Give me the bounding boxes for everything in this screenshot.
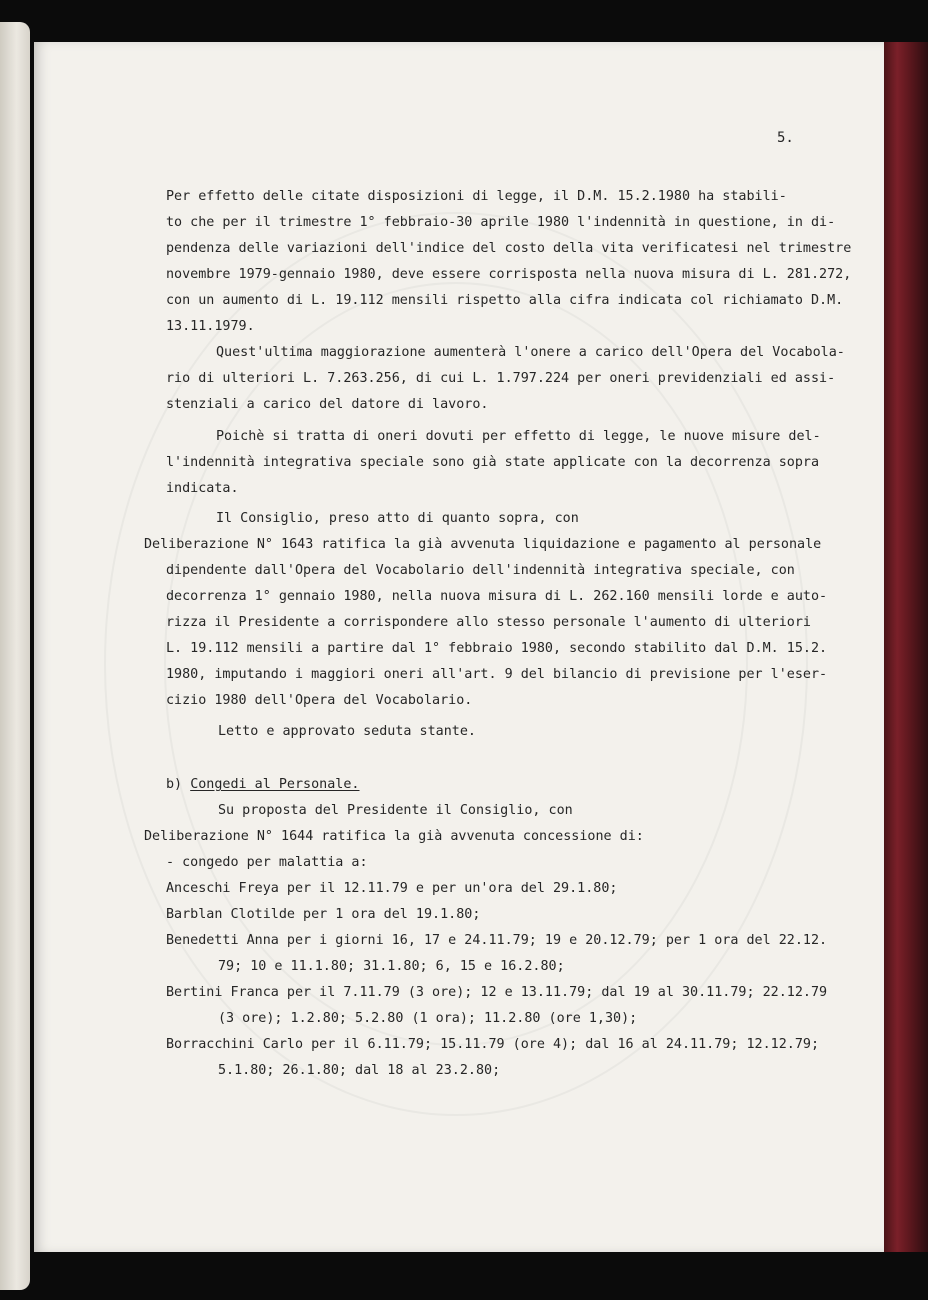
section-title: Congedi al Personale. bbox=[190, 777, 360, 792]
text-line: rio di ulteriori L. 7.263.256, di cui L. 1.797.224 per oneri previdenziali ed assi- bbox=[166, 371, 836, 386]
page-number: 5. bbox=[777, 130, 794, 146]
section-heading bbox=[166, 772, 360, 798]
text-line: 1980, imputando i maggiori oneri all'art. 9 del bilancio di previsione per l'eser- bbox=[166, 667, 828, 682]
text-line: Poichè si tratta di oneri dovuti per effetto di legge, le nuove misure del- bbox=[216, 429, 821, 444]
section-letter: b) bbox=[166, 777, 191, 792]
text-line: to che per il trimestre 1° febbraio-30 aprile 1980 l'indennità in questione, in di- bbox=[166, 215, 836, 230]
text-line: L. 19.112 mensili a partire dal 1° febbraio 1980, secondo stabilito dal D.M. 15.2. bbox=[166, 641, 828, 656]
text-line: stenziali a carico del datore di lavoro. bbox=[166, 397, 489, 412]
text-line: 5.1.80; 26.1.80; dal 18 al 23.2.80; bbox=[218, 1063, 501, 1078]
text-line: (3 ore); 1.2.80; 5.2.80 (1 ora); 11.2.80 (ore 1,30); bbox=[218, 1011, 638, 1026]
text-line: Benedetti Anna per i giorni 16, 17 e 24.11.79; 19 e 20.12.79; per 1 ora del 22.12. bbox=[166, 933, 828, 948]
previous-page-edge bbox=[0, 22, 30, 1290]
text-line: novembre 1979-gennaio 1980, deve essere corrisposta nella nuova misura di L. 281.272, bbox=[166, 267, 852, 282]
text-line: 79; 10 e 11.1.80; 31.1.80; 6, 15 e 16.2.80; bbox=[218, 959, 565, 974]
text-line: - congedo per malattia a: bbox=[166, 855, 368, 870]
text-line: con un aumento di L. 19.112 mensili rispetto alla cifra indicata col richiamato D.M. bbox=[166, 293, 844, 308]
text-line: Su proposta del Presidente il Consiglio, con bbox=[218, 803, 573, 818]
text-line: cizio 1980 dell'Opera del Vocabolario. bbox=[166, 693, 473, 708]
text-line: decorrenza 1° gennaio 1980, nella nuova misura di L. 262.160 mensili lorde e auto- bbox=[166, 589, 828, 604]
document-page bbox=[34, 42, 884, 1252]
text-line: pendenza delle variazioni dell'indice del costo della vita verificatesi nel trimestre bbox=[166, 241, 852, 256]
text-line: 13.11.1979. bbox=[166, 319, 255, 334]
text-line: Il Consiglio, preso atto di quanto sopra, con bbox=[216, 511, 579, 526]
text-line: l'indennità integrativa speciale sono già state applicate con la decorrenza sopra bbox=[166, 455, 820, 470]
text-line: Anceschi Freya per il 12.11.79 e per un'ora del 29.1.80; bbox=[166, 881, 618, 896]
book-binding bbox=[884, 42, 928, 1252]
text-line: Barblan Clotilde per 1 ora del 19.1.80; bbox=[166, 907, 481, 922]
text-line: Borracchini Carlo per il 6.11.79; 15.11.79 (ore 4); dal 16 al 24.11.79; 12.12.79; bbox=[166, 1037, 820, 1052]
text-line: Quest'ultima maggiorazione aumenterà l'onere a carico dell'Opera del Vocabola- bbox=[216, 345, 845, 360]
text-line: Per effetto delle citate disposizioni di legge, il D.M. 15.2.1980 ha stabili- bbox=[166, 189, 787, 204]
text-line: Deliberazione N° 1644 ratifica la già avvenuta concessione di: bbox=[144, 829, 644, 844]
text-line: indicata. bbox=[166, 481, 239, 496]
text-line: rizza il Presidente a corrispondere allo stesso personale l'aumento di ulteriori bbox=[166, 615, 811, 630]
text-line: Letto e approvato seduta stante. bbox=[218, 724, 476, 739]
text-line: Deliberazione N° 1643 ratifica la già avvenuta liquidazione e pagamento al personale bbox=[144, 537, 822, 552]
text-line: Bertini Franca per il 7.11.79 (3 ore); 12 e 13.11.79; dal 19 al 30.11.79; 22.12.79 bbox=[166, 985, 828, 1000]
text-line: dipendente dall'Opera del Vocabolario dell'indennità integrativa speciale, con bbox=[166, 563, 795, 578]
